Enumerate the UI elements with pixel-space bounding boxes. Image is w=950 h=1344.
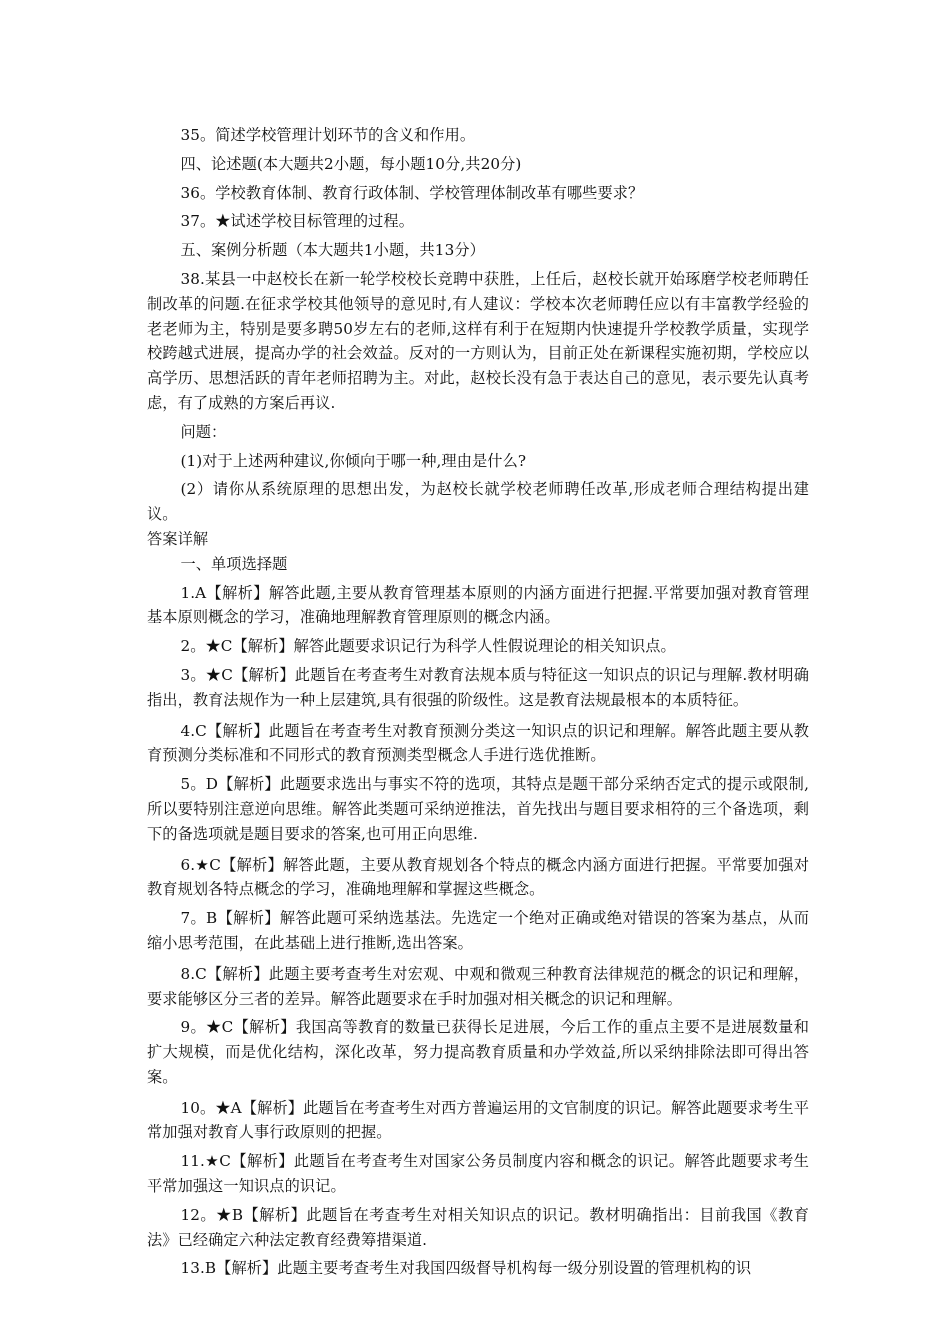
question-35: 35。简述学校管理计划环节的含义和作用。 xyxy=(180,126,476,144)
section-heading-case-analysis: 五、案例分析题（本大题共1小题，共13分） xyxy=(180,241,485,260)
question-prompt-label: 问题： xyxy=(180,422,227,441)
answer-8: 8.C【解析】此题主要考查考生对宏观、中观和微观三种教育法律规范的概念的识记和理解，要求能够区分三者的差异。解答此题要求在手时加强对相关概念的识记和理解。 xyxy=(147,964,809,1008)
question-36: 36。学校教育体制、教育行政体制、学校管理体制改革有哪些要求？ xyxy=(180,183,644,202)
question-38-part-1: (1)对于上述两种建议,你倾向于哪一种,理由是什么? xyxy=(180,451,527,470)
answer-11: 11.★C【解析】此题旨在考查考生对国家公务员制度内容和概念的识记。解答此题要求考生平常加强这一知识点的识记。 xyxy=(147,1152,809,1196)
document-body xyxy=(147,123,809,1281)
answer-1: 1.A【解析】解答此题,主要从教育管理基本原则的内涵方面进行把握.平常要加强对教育管理基本原则概念的学习，准确地理解教育管理原则的概念内涵。 xyxy=(147,583,809,627)
answer-12: 12。★B【解析】此题旨在考查考生对相关知识点的识记。教材明确指出：目前我国《教育法》已经确定六种法定教育经费筹措渠道. xyxy=(147,1205,809,1249)
answer-5: 5。D【解析】此题要求选出与事实不符的选项，其特点是题干部分采纳否定式的提示或限制,所以要特别注意逆向思维。解答此类题可采纳逆推法，首先找出与题目要求相符的三个备选项，剩下的备选项就是题目要求的答案,也可用正向思维. xyxy=(147,775,809,843)
section-heading-essay: 四、论述题(本大题共2小题，每小题10分,共20分) xyxy=(180,154,522,173)
answer-3: 3。★C【解析】此题旨在考查考生对教育法规本质与特征这一知识点的识记与理解.教材明确指出，教育法规作为一种上层建筑,具有很强的阶级性。这是教育法规最根本的本质特征。 xyxy=(147,665,809,709)
question-38-part-2: (2）请你从系统原理的思想出发，为赵校长就学校老师聘任改革,形成老师合理结构提出建议。 xyxy=(147,480,809,524)
answer-13: 13.B【解析】此题主要考查考生对我国四级督导机构每一级分别设置的管理机构的识 xyxy=(180,1259,752,1278)
answer-2: 2。★C【解析】解答此题要求识记行为科学人性假说理论的相关知识点。 xyxy=(180,637,676,656)
question-37: 37。★试述学校目标管理的过程。 xyxy=(180,212,414,231)
answer-6: 6.★C【解析】解答此题，主要从教育规划各个特点的概念内涵方面进行把握。平常要加强对教育规划各特点概念的学习，准确地理解和掌握这些概念。 xyxy=(147,855,809,899)
answers-heading: 答案详解 xyxy=(147,529,209,548)
section-heading-single-choice: 一、单项选择题 xyxy=(180,554,288,573)
answer-7: 7。B【解析】解答此题可采纳选基法。先选定一个绝对正确或绝对错误的答案为基点，从而缩小思考范围，在此基础上进行推断,选出答案。 xyxy=(147,909,809,952)
answer-10: 10。★A【解析】此题旨在考查考生对西方普遍运用的文官制度的识记。解答此题要求考生平常加强对教育人事行政原则的把握。 xyxy=(147,1098,809,1142)
answer-9: 9。★C【解析】我国高等教育的数量已获得长足进展，今后工作的重点主要不是进展数量和扩大规模，而是优化结构，深化改革，努力提高教育质量和办学效益,所以采纳排除法即可得出答案。 xyxy=(147,1018,809,1086)
question-38-case: 38.某县一中赵校长在新一轮学校校长竞聘中获胜，上任后，赵校长就开始琢磨学校老师聘任制改革的问题.在征求学校其他领导的意见时,有人建议：学校本次老师聘任应以有丰富教学经验的老老师为主，特别是要多聘50岁左右的老师,这样有利于在短期内快速提升学校教学质量，实现学校跨越式进展，提高办学的社会效益。反对的一方则认为，目前正处在新课程实施初期，学校应以高学历、思想活跃的青年老师招聘为主。对此，赵校长没有急于表达自己的意见，表示要先认真考虑，有了成熟的方案后再议. xyxy=(147,269,809,412)
answer-4: 4.C【解析】此题旨在考查考生对教育预测分类这一知识点的识记和理解。解答此题主要从教育预测分类标准和不同形式的教育预测类型概念人手进行选优推断。 xyxy=(147,721,809,765)
